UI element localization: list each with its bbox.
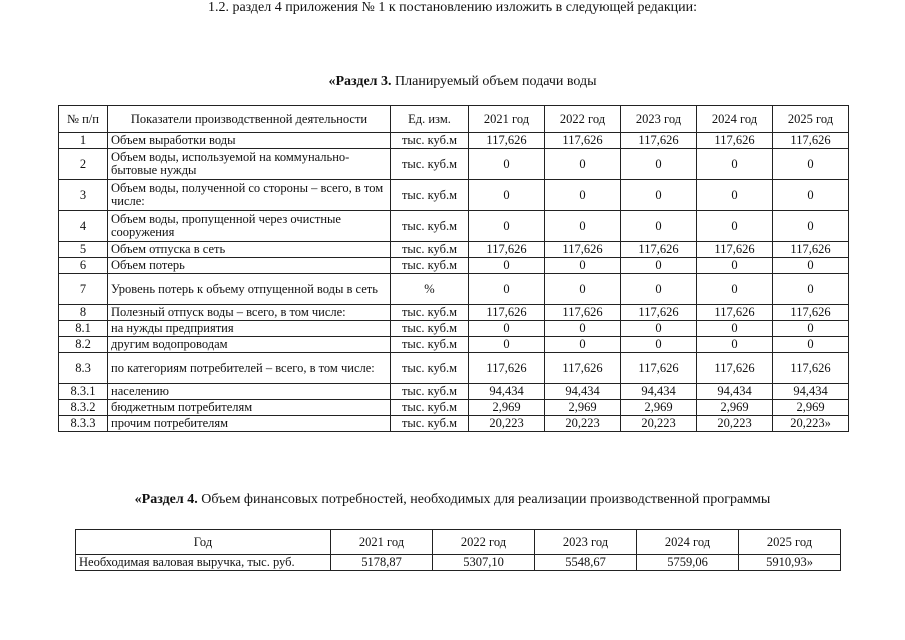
table-row bbox=[59, 337, 849, 353]
row-value-2023: 94,434 bbox=[621, 384, 697, 400]
row-value-2025: 0 bbox=[773, 274, 849, 305]
row-unit: тыс. куб.м bbox=[391, 400, 469, 416]
row-value-2024: 0 bbox=[697, 149, 773, 180]
row-value-2021: 2,969 bbox=[469, 400, 545, 416]
row-value-2022: 117,626 bbox=[545, 133, 621, 149]
row-value-2025: 117,626 bbox=[773, 305, 849, 321]
row-unit: тыс. куб.м bbox=[391, 353, 469, 384]
row-indicator: бюджетным потребителям bbox=[108, 400, 391, 416]
row-value-2024: 117,626 bbox=[697, 305, 773, 321]
section-3-title-bold: «Раздел 3. bbox=[328, 74, 392, 89]
header-2024: 2024 год bbox=[637, 530, 739, 555]
row-num: 3 bbox=[59, 180, 108, 211]
row-indicator: на нужды предприятия bbox=[108, 321, 391, 337]
row-value-2023: 0 bbox=[621, 258, 697, 274]
row-indicator: Объем отпуска в сеть bbox=[108, 242, 391, 258]
row-indicator: Объем выработки воды bbox=[108, 133, 391, 149]
row-value-2021: 0 bbox=[469, 149, 545, 180]
value-2022: 5307,10 bbox=[433, 555, 535, 571]
row-value-2021: 94,434 bbox=[469, 384, 545, 400]
row-value-2025: 0 bbox=[773, 180, 849, 211]
row-value-2025: 117,626 bbox=[773, 133, 849, 149]
row-value-2024: 0 bbox=[697, 211, 773, 242]
row-value-2022: 117,626 bbox=[545, 305, 621, 321]
section-4-title bbox=[0, 492, 905, 508]
row-unit: тыс. куб.м bbox=[391, 133, 469, 149]
row-indicator: Объем потерь bbox=[108, 258, 391, 274]
row-unit: тыс. куб.м bbox=[391, 242, 469, 258]
row-value-2023: 2,969 bbox=[621, 400, 697, 416]
row-value-2024: 117,626 bbox=[697, 133, 773, 149]
row-value-2024: 20,223 bbox=[697, 416, 773, 432]
row-value-2021: 0 bbox=[469, 180, 545, 211]
table-row bbox=[59, 133, 849, 149]
table-row bbox=[59, 274, 849, 305]
row-value-2021: 117,626 bbox=[469, 133, 545, 149]
row-num: 6 bbox=[59, 258, 108, 274]
table-row bbox=[76, 555, 841, 571]
row-value-2021: 20,223 bbox=[469, 416, 545, 432]
row-value-2024: 0 bbox=[697, 321, 773, 337]
row-value-2025: 117,626 bbox=[773, 242, 849, 258]
row-value-2024: 117,626 bbox=[697, 242, 773, 258]
row-value-2021: 117,626 bbox=[469, 242, 545, 258]
row-value-2021: 0 bbox=[469, 321, 545, 337]
row-value-2023: 0 bbox=[621, 180, 697, 211]
row-value-2025: 0 bbox=[773, 149, 849, 180]
row-value-2023: 20,223 bbox=[621, 416, 697, 432]
row-unit: тыс. куб.м bbox=[391, 211, 469, 242]
section-3-title bbox=[10, 74, 905, 90]
row-value-2022: 0 bbox=[545, 274, 621, 305]
row-indicator: по категориям потребителей – всего, в том числе: bbox=[108, 353, 391, 384]
table-row bbox=[59, 305, 849, 321]
row-value-2022: 0 bbox=[545, 149, 621, 180]
financial-needs-table bbox=[75, 529, 841, 571]
row-value-2025: 0 bbox=[773, 211, 849, 242]
row-num: 5 bbox=[59, 242, 108, 258]
row-value-2021: 0 bbox=[469, 337, 545, 353]
row-num: 8 bbox=[59, 305, 108, 321]
row-value-2025: 20,223» bbox=[773, 416, 849, 432]
row-num: 2 bbox=[59, 149, 108, 180]
row-num: 8.2 bbox=[59, 337, 108, 353]
table-row bbox=[59, 211, 849, 242]
header-2021: 2021 год bbox=[331, 530, 433, 555]
row-value-2025: 0 bbox=[773, 258, 849, 274]
header-2025: 2025 год bbox=[773, 106, 849, 133]
row-value-2021: 0 bbox=[469, 211, 545, 242]
row-num: 7 bbox=[59, 274, 108, 305]
row-value-2024: 0 bbox=[697, 337, 773, 353]
table-row bbox=[59, 258, 849, 274]
row-value-2022: 117,626 bbox=[545, 242, 621, 258]
row-value-2025: 0 bbox=[773, 321, 849, 337]
value-2024: 5759,06 bbox=[637, 555, 739, 571]
row-value-2021: 0 bbox=[469, 274, 545, 305]
header-unit: Ед. изм. bbox=[391, 106, 469, 133]
row-indicator: Объем воды, пропущенной через очистные сооружения bbox=[108, 211, 391, 242]
value-2023: 5548,67 bbox=[535, 555, 637, 571]
water-supply-table bbox=[58, 105, 849, 432]
row-indicator: населению bbox=[108, 384, 391, 400]
table-row bbox=[59, 384, 849, 400]
row-value-2025: 94,434 bbox=[773, 384, 849, 400]
value-2021: 5178,87 bbox=[331, 555, 433, 571]
row-unit: тыс. куб.м bbox=[391, 305, 469, 321]
row-value-2023: 0 bbox=[621, 149, 697, 180]
row-value-2024: 94,434 bbox=[697, 384, 773, 400]
table-row bbox=[59, 149, 849, 180]
row-value-2022: 0 bbox=[545, 337, 621, 353]
table-row bbox=[59, 400, 849, 416]
table-row bbox=[59, 180, 849, 211]
table-row bbox=[59, 242, 849, 258]
row-value-2024: 2,969 bbox=[697, 400, 773, 416]
row-indicator: прочим потребителям bbox=[108, 416, 391, 432]
header-indicator: Показатели производственной деятельности bbox=[108, 106, 391, 133]
header-num: № п/п bbox=[59, 106, 108, 133]
row-value-2022: 0 bbox=[545, 211, 621, 242]
row-unit: тыс. куб.м bbox=[391, 258, 469, 274]
row-value-2025: 117,626 bbox=[773, 353, 849, 384]
header-2024: 2024 год bbox=[697, 106, 773, 133]
row-num: 8.3.3 bbox=[59, 416, 108, 432]
section-3-title-text: Планируемый объем подачи воды bbox=[391, 74, 597, 89]
row-value-2023: 117,626 bbox=[621, 305, 697, 321]
row-value-2023: 117,626 bbox=[621, 242, 697, 258]
row-value-2021: 0 bbox=[469, 258, 545, 274]
row-unit: тыс. куб.м bbox=[391, 180, 469, 211]
row-num: 4 bbox=[59, 211, 108, 242]
row-indicator: Уровень потерь к объему отпущенной воды в сеть bbox=[108, 274, 391, 305]
row-value-2022: 94,434 bbox=[545, 384, 621, 400]
row-label: Необходимая валовая выручка, тыс. руб. bbox=[76, 555, 331, 571]
section-4-title-bold: «Раздел 4. bbox=[134, 492, 198, 507]
row-value-2023: 117,626 bbox=[621, 353, 697, 384]
table-header-row bbox=[59, 106, 849, 133]
row-indicator: другим водопроводам bbox=[108, 337, 391, 353]
row-value-2023: 0 bbox=[621, 337, 697, 353]
row-value-2022: 2,969 bbox=[545, 400, 621, 416]
row-value-2024: 0 bbox=[697, 258, 773, 274]
row-value-2024: 0 bbox=[697, 180, 773, 211]
row-indicator: Объем воды, используемой на коммунально-бытовые нужды bbox=[108, 149, 391, 180]
row-unit: тыс. куб.м bbox=[391, 337, 469, 353]
row-unit: тыс. куб.м bbox=[391, 384, 469, 400]
table-row bbox=[59, 321, 849, 337]
row-value-2023: 0 bbox=[621, 211, 697, 242]
row-unit: тыс. куб.м bbox=[391, 149, 469, 180]
header-2021: 2021 год bbox=[469, 106, 545, 133]
row-value-2024: 117,626 bbox=[697, 353, 773, 384]
table-row bbox=[59, 353, 849, 384]
table-header-row bbox=[76, 530, 841, 555]
row-value-2022: 0 bbox=[545, 180, 621, 211]
row-value-2022: 20,223 bbox=[545, 416, 621, 432]
row-value-2022: 117,626 bbox=[545, 353, 621, 384]
row-num: 8.3.1 bbox=[59, 384, 108, 400]
table-row bbox=[59, 416, 849, 432]
header-2022: 2022 год bbox=[545, 106, 621, 133]
row-indicator: Объем воды, полученной со стороны – всего, в том числе: bbox=[108, 180, 391, 211]
row-value-2025: 2,969 bbox=[773, 400, 849, 416]
section-4-title-text: Объем финансовых потребностей, необходимых для реализации производственной программы bbox=[197, 492, 771, 507]
row-num: 8.1 bbox=[59, 321, 108, 337]
row-unit: % bbox=[391, 274, 469, 305]
row-value-2023: 0 bbox=[621, 274, 697, 305]
row-value-2023: 117,626 bbox=[621, 133, 697, 149]
header-2025: 2025 год bbox=[739, 530, 841, 555]
header-2022: 2022 год bbox=[433, 530, 535, 555]
header-2023: 2023 год bbox=[535, 530, 637, 555]
value-2025: 5910,93» bbox=[739, 555, 841, 571]
row-num: 8.3.2 bbox=[59, 400, 108, 416]
row-indicator: Полезный отпуск воды – всего, в том числе: bbox=[108, 305, 391, 321]
row-value-2022: 0 bbox=[545, 258, 621, 274]
paragraph-1-2: 1.2. раздел 4 приложения № 1 к постановлению изложить в следующей редакции: bbox=[207, 0, 698, 15]
header-2023: 2023 год bbox=[621, 106, 697, 133]
row-value-2021: 117,626 bbox=[469, 353, 545, 384]
row-value-2021: 117,626 bbox=[469, 305, 545, 321]
row-value-2024: 0 bbox=[697, 274, 773, 305]
row-unit: тыс. куб.м bbox=[391, 321, 469, 337]
header-year: Год bbox=[76, 530, 331, 555]
row-value-2025: 0 bbox=[773, 337, 849, 353]
row-value-2023: 0 bbox=[621, 321, 697, 337]
row-value-2022: 0 bbox=[545, 321, 621, 337]
row-num: 1 bbox=[59, 133, 108, 149]
row-unit: тыс. куб.м bbox=[391, 416, 469, 432]
row-num: 8.3 bbox=[59, 353, 108, 384]
